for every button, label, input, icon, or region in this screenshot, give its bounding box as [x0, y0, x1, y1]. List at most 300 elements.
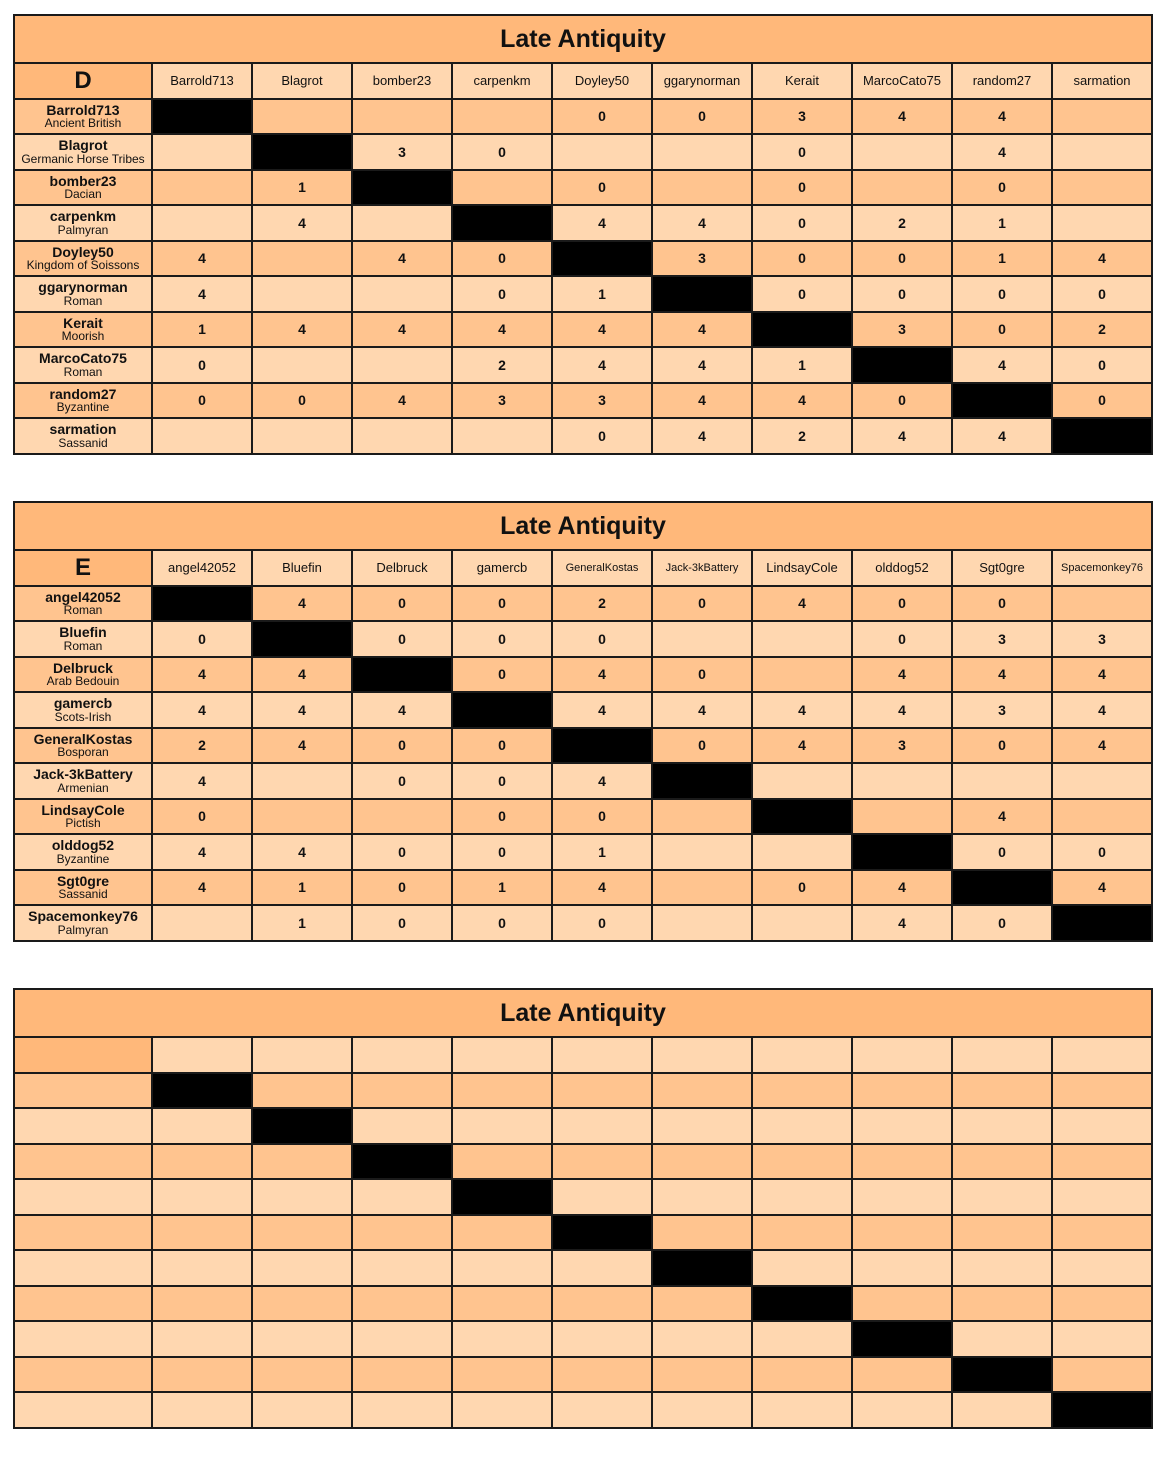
- score-cell: [852, 1215, 952, 1251]
- score-cell: [652, 1108, 752, 1144]
- score-cell: [652, 1321, 752, 1357]
- score-cell: [252, 241, 352, 277]
- table-row: [14, 1144, 1152, 1180]
- score-cell: 0: [652, 657, 752, 693]
- score-cell: 4: [252, 586, 352, 622]
- score-cell: 4: [352, 692, 452, 728]
- header-row: [14, 550, 1152, 586]
- table-row: [14, 276, 1152, 312]
- score-cell: [652, 1215, 752, 1251]
- score-cell: [652, 905, 752, 941]
- score-cell: 1: [952, 205, 1052, 241]
- row-header-player: [14, 1392, 152, 1428]
- row-header-player: [14, 347, 152, 383]
- score-cell: [852, 134, 952, 170]
- score-cell: [452, 170, 552, 206]
- score-cell: [352, 1108, 452, 1144]
- score-cell: 0: [152, 799, 252, 835]
- score-cell: 0: [852, 621, 952, 657]
- row-header-player: [14, 657, 152, 693]
- score-cell: [152, 1250, 252, 1286]
- score-cell: [1052, 134, 1152, 170]
- score-cell: [352, 1215, 452, 1251]
- column-header-player: [652, 1037, 752, 1073]
- army-name: Roman: [63, 364, 103, 379]
- score-cell: 4: [852, 905, 952, 941]
- score-cell: 3: [352, 134, 452, 170]
- score-cell: 4: [852, 870, 952, 906]
- score-cell: 4: [152, 834, 252, 870]
- self-match-cell: [152, 586, 252, 622]
- table-row: [14, 383, 1152, 419]
- score-cell: 4: [552, 763, 652, 799]
- table-row: [14, 1108, 1152, 1144]
- score-cell: [252, 1321, 352, 1357]
- score-cell: [352, 99, 452, 135]
- score-cell: 0: [852, 276, 952, 312]
- score-cell: [1052, 99, 1152, 135]
- table-row: [14, 241, 1152, 277]
- self-match-cell: [552, 1215, 652, 1251]
- army-name: Palmyran: [57, 222, 109, 237]
- score-cell: 0: [952, 905, 1052, 941]
- table-title: Late Antiquity: [13, 14, 1153, 62]
- score-cell: 0: [352, 905, 452, 941]
- score-cell: 0: [452, 799, 552, 835]
- score-cell: 0: [252, 383, 352, 419]
- score-cell: [252, 1179, 352, 1215]
- score-cell: 4: [952, 418, 1052, 454]
- score-cell: [752, 1108, 852, 1144]
- score-cell: [852, 170, 952, 206]
- score-cell: [152, 1215, 252, 1251]
- army-name: Kingdom of Soissons: [26, 258, 140, 273]
- column-header-player: ggarynorman: [652, 63, 752, 99]
- column-header-player: Delbruck: [352, 550, 452, 586]
- score-cell: [152, 170, 252, 206]
- score-cell: 4: [252, 728, 352, 764]
- column-header-player: sarmation: [1052, 63, 1152, 99]
- score-cell: [552, 1108, 652, 1144]
- score-cell: 0: [452, 621, 552, 657]
- column-header-player: random27: [952, 63, 1052, 99]
- score-cell: 4: [1052, 728, 1152, 764]
- table-row: [14, 1357, 1152, 1393]
- score-cell: 0: [452, 834, 552, 870]
- self-match-cell: [352, 1144, 452, 1180]
- score-cell: [452, 1286, 552, 1322]
- score-cell: [652, 834, 752, 870]
- score-cell: 1: [452, 870, 552, 906]
- score-cell: [352, 1321, 452, 1357]
- self-match-cell: [652, 763, 752, 799]
- table-row: [14, 1179, 1152, 1215]
- score-cell: [152, 205, 252, 241]
- score-cell: 4: [1052, 692, 1152, 728]
- self-match-cell: [752, 312, 852, 348]
- player-name: carpenkm: [49, 208, 117, 225]
- group-label: D: [14, 63, 152, 99]
- score-cell: 0: [752, 276, 852, 312]
- table-row: [14, 347, 1152, 383]
- player-name: Bluefin: [59, 624, 107, 641]
- self-match-cell: [252, 1108, 352, 1144]
- score-cell: [452, 99, 552, 135]
- score-cell: [252, 347, 352, 383]
- score-cell: 4: [352, 383, 452, 419]
- score-cell: [352, 1286, 452, 1322]
- score-cell: 4: [152, 657, 252, 693]
- row-header-player: [14, 763, 152, 799]
- score-cell: [252, 1392, 352, 1428]
- score-cell: [852, 763, 952, 799]
- column-header-player: [1052, 1037, 1152, 1073]
- row-header-player: [14, 241, 152, 277]
- table-title: Late Antiquity: [13, 988, 1153, 1036]
- score-cell: [852, 799, 952, 835]
- score-cell: [952, 1392, 1052, 1428]
- table-row: [14, 692, 1152, 728]
- score-cell: [952, 1144, 1052, 1180]
- score-cell: 2: [152, 728, 252, 764]
- score-cell: [1052, 1215, 1152, 1251]
- score-cell: 3: [852, 728, 952, 764]
- score-cell: 3: [652, 241, 752, 277]
- score-cell: 0: [852, 241, 952, 277]
- score-cell: 0: [952, 312, 1052, 348]
- table-row: [14, 1250, 1152, 1286]
- table-row: [14, 621, 1152, 657]
- table-row: [14, 418, 1152, 454]
- column-header-player: [752, 1037, 852, 1073]
- player-name: angel42052: [45, 588, 121, 605]
- row-header-player: [14, 276, 152, 312]
- score-cell: 4: [252, 312, 352, 348]
- score-cell: [952, 1321, 1052, 1357]
- score-cell: 4: [552, 312, 652, 348]
- table-row: [14, 170, 1152, 206]
- column-header-player: Bluefin: [252, 550, 352, 586]
- army-name: Moorish: [61, 329, 105, 344]
- score-cell: 0: [652, 586, 752, 622]
- column-header-player: olddog52: [852, 550, 952, 586]
- player-name: Sgt0gre: [56, 872, 110, 889]
- column-header-player: Jack-3kBattery: [652, 550, 752, 586]
- table-row: [14, 905, 1152, 941]
- column-header-player: [352, 1037, 452, 1073]
- self-match-cell: [552, 728, 652, 764]
- player-name: random27: [49, 385, 117, 402]
- score-cell: 0: [952, 586, 1052, 622]
- score-cell: [652, 1357, 752, 1393]
- column-header-player: [952, 1037, 1052, 1073]
- score-cell: [652, 1144, 752, 1180]
- score-cell: 4: [552, 692, 652, 728]
- self-match-cell: [252, 134, 352, 170]
- self-match-cell: [252, 621, 352, 657]
- score-cell: [252, 99, 352, 135]
- self-match-cell: [852, 834, 952, 870]
- score-cell: [452, 1073, 552, 1109]
- score-cell: [1052, 1073, 1152, 1109]
- score-cell: 0: [852, 586, 952, 622]
- score-grid: [13, 1036, 1153, 1429]
- score-cell: [752, 657, 852, 693]
- score-cell: 0: [752, 170, 852, 206]
- score-cell: 0: [452, 763, 552, 799]
- score-cell: 0: [552, 621, 652, 657]
- self-match-cell: [752, 1286, 852, 1322]
- army-name: Roman: [63, 638, 103, 653]
- score-cell: 0: [1052, 276, 1152, 312]
- score-cell: [452, 1357, 552, 1393]
- score-cell: 4: [352, 312, 452, 348]
- score-cell: [752, 1357, 852, 1393]
- army-name: Dacian: [64, 187, 102, 202]
- score-cell: 0: [952, 170, 1052, 206]
- score-cell: 3: [852, 312, 952, 348]
- table-row: [14, 312, 1152, 348]
- score-cell: 0: [952, 834, 1052, 870]
- score-cell: [152, 1286, 252, 1322]
- score-cell: [252, 1215, 352, 1251]
- self-match-cell: [952, 383, 1052, 419]
- row-header-player: [14, 134, 152, 170]
- score-cell: [1052, 1144, 1152, 1180]
- score-cell: [352, 347, 452, 383]
- table-row: [14, 1215, 1152, 1251]
- score-cell: 4: [252, 834, 352, 870]
- column-header-player: Doyley50: [552, 63, 652, 99]
- score-cell: [952, 1215, 1052, 1251]
- table-row: [14, 834, 1152, 870]
- self-match-cell: [1052, 905, 1152, 941]
- score-cell: [852, 1286, 952, 1322]
- player-name: Delbruck: [53, 659, 113, 676]
- army-name: Palmyran: [57, 922, 109, 937]
- row-header-player: [14, 692, 152, 728]
- column-header-player: GeneralKostas: [552, 550, 652, 586]
- score-cell: [352, 1179, 452, 1215]
- score-cell: [252, 1073, 352, 1109]
- score-cell: [152, 905, 252, 941]
- score-cell: [452, 1144, 552, 1180]
- results-table-group-e: [13, 501, 1153, 942]
- score-cell: [552, 1286, 652, 1322]
- score-cell: [252, 1357, 352, 1393]
- results-table-blank: [13, 988, 1153, 1429]
- army-name: Bosporan: [57, 745, 109, 760]
- score-cell: [952, 1073, 1052, 1109]
- player-name: Kerait: [63, 314, 103, 331]
- column-header-player: [852, 1037, 952, 1073]
- column-header-player: Sgt0gre: [952, 550, 1052, 586]
- army-name: Roman: [63, 603, 103, 618]
- row-header-player: [14, 586, 152, 622]
- score-cell: 0: [752, 205, 852, 241]
- score-cell: [152, 418, 252, 454]
- score-cell: [852, 1357, 952, 1393]
- score-cell: [552, 1357, 652, 1393]
- score-cell: 4: [852, 692, 952, 728]
- army-name: Sassanid: [58, 435, 108, 450]
- self-match-cell: [152, 1073, 252, 1109]
- score-cell: [352, 276, 452, 312]
- score-cell: 4: [452, 312, 552, 348]
- self-match-cell: [352, 170, 452, 206]
- score-cell: [652, 799, 752, 835]
- score-cell: 4: [752, 728, 852, 764]
- score-cell: [952, 763, 1052, 799]
- score-cell: [152, 1108, 252, 1144]
- player-name: GeneralKostas: [33, 730, 133, 747]
- row-header-player: [14, 383, 152, 419]
- self-match-cell: [452, 1179, 552, 1215]
- score-cell: [552, 1179, 652, 1215]
- score-cell: 4: [1052, 657, 1152, 693]
- player-name: gamercb: [53, 695, 113, 712]
- self-match-cell: [952, 870, 1052, 906]
- row-header-player: [14, 205, 152, 241]
- score-cell: [852, 1144, 952, 1180]
- score-cell: [1052, 1286, 1152, 1322]
- score-cell: [752, 1250, 852, 1286]
- army-name: Germanic Horse Tribes: [21, 151, 145, 166]
- score-cell: 0: [552, 905, 652, 941]
- score-cell: [1052, 1108, 1152, 1144]
- score-cell: [1052, 799, 1152, 835]
- score-cell: 0: [552, 418, 652, 454]
- group-label: [14, 1037, 152, 1073]
- army-name: Pictish: [65, 816, 101, 831]
- score-cell: 4: [552, 870, 652, 906]
- score-cell: 4: [252, 205, 352, 241]
- row-header-player: [14, 1108, 152, 1144]
- score-cell: 0: [552, 170, 652, 206]
- row-header-player: [14, 1073, 152, 1109]
- column-header-player: [252, 1037, 352, 1073]
- column-header-player: Blagrot: [252, 63, 352, 99]
- score-cell: [252, 763, 352, 799]
- score-cell: 4: [952, 799, 1052, 835]
- score-cell: 1: [252, 170, 352, 206]
- player-name: Spacemonkey76: [28, 908, 138, 925]
- score-cell: 0: [752, 241, 852, 277]
- player-name: olddog52: [51, 837, 115, 854]
- score-cell: [452, 1392, 552, 1428]
- header-row: [14, 1037, 1152, 1073]
- score-cell: [352, 1250, 452, 1286]
- score-cell: [452, 418, 552, 454]
- self-match-cell: [1052, 1392, 1152, 1428]
- score-cell: [752, 1179, 852, 1215]
- group-label: E: [14, 550, 152, 586]
- table-row: [14, 1321, 1152, 1357]
- score-cell: [252, 1144, 352, 1180]
- score-cell: [552, 1144, 652, 1180]
- self-match-cell: [1052, 418, 1152, 454]
- score-cell: [452, 1108, 552, 1144]
- score-cell: [152, 1392, 252, 1428]
- row-header-player: [14, 799, 152, 835]
- score-cell: 0: [352, 763, 452, 799]
- score-cell: 4: [152, 692, 252, 728]
- table-row: [14, 799, 1152, 835]
- score-cell: [752, 621, 852, 657]
- table-row: [14, 99, 1152, 135]
- score-cell: 0: [552, 99, 652, 135]
- score-cell: [252, 799, 352, 835]
- table-row: [14, 1392, 1152, 1428]
- score-cell: 2: [452, 347, 552, 383]
- score-cell: [1052, 205, 1152, 241]
- score-cell: 0: [1052, 834, 1152, 870]
- column-header-player: [152, 1037, 252, 1073]
- score-cell: [352, 1357, 452, 1393]
- column-header-player: MarcoCato75: [852, 63, 952, 99]
- score-cell: [552, 1321, 652, 1357]
- row-header-player: [14, 1179, 152, 1215]
- row-header-player: [14, 1357, 152, 1393]
- score-cell: 0: [452, 276, 552, 312]
- score-cell: 4: [752, 383, 852, 419]
- row-header-player: [14, 834, 152, 870]
- score-cell: 4: [352, 241, 452, 277]
- score-cell: 0: [452, 657, 552, 693]
- table-row: [14, 763, 1152, 799]
- score-cell: [452, 1321, 552, 1357]
- score-cell: 4: [952, 99, 1052, 135]
- score-cell: 4: [652, 418, 752, 454]
- score-cell: 0: [352, 834, 452, 870]
- row-header-player: [14, 1321, 152, 1357]
- score-cell: 4: [952, 134, 1052, 170]
- score-cell: [452, 1250, 552, 1286]
- score-cell: 1: [552, 834, 652, 870]
- score-cell: [452, 1215, 552, 1251]
- score-cell: 0: [452, 905, 552, 941]
- score-grid: [13, 549, 1153, 942]
- score-cell: [552, 1250, 652, 1286]
- score-cell: [852, 1250, 952, 1286]
- score-cell: 0: [552, 799, 652, 835]
- army-name: Byzantine: [56, 400, 110, 415]
- self-match-cell: [752, 799, 852, 835]
- table-row: [14, 657, 1152, 693]
- score-cell: 4: [652, 692, 752, 728]
- score-cell: [852, 1073, 952, 1109]
- score-cell: [1052, 1179, 1152, 1215]
- score-cell: [652, 1392, 752, 1428]
- score-cell: 2: [752, 418, 852, 454]
- self-match-cell: [852, 1321, 952, 1357]
- score-cell: [252, 1286, 352, 1322]
- player-name: ggarynorman: [38, 279, 128, 296]
- column-header-player: [552, 1037, 652, 1073]
- score-cell: 4: [152, 870, 252, 906]
- self-match-cell: [652, 276, 752, 312]
- score-cell: [152, 1357, 252, 1393]
- column-header-player: Barrold713: [152, 63, 252, 99]
- score-cell: 4: [652, 383, 752, 419]
- score-cell: 4: [852, 657, 952, 693]
- score-cell: 2: [852, 205, 952, 241]
- column-header-player: gamercb: [452, 550, 552, 586]
- score-cell: [352, 1392, 452, 1428]
- score-cell: 0: [1052, 383, 1152, 419]
- score-cell: 0: [452, 134, 552, 170]
- score-cell: 0: [452, 586, 552, 622]
